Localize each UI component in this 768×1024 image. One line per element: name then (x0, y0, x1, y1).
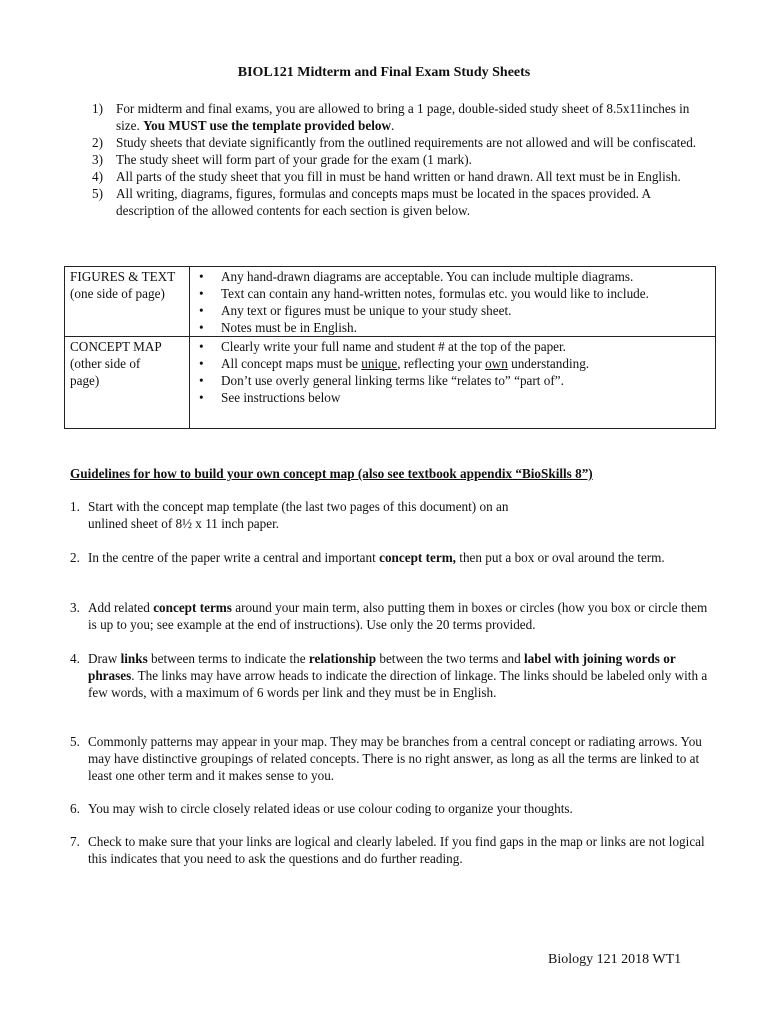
list-item: • See instructions below (195, 389, 710, 406)
step-emphasis: relationship (308, 651, 377, 666)
rule-emphasis: You MUST use the template provided below (143, 118, 391, 133)
guideline-step (70, 733, 718, 784)
step-text: Draw (88, 651, 121, 666)
rule-text: For midterm and final exams, you are allowed to bring a 1 page, double-sided study sheet of 8.5x11inches in size. (116, 101, 690, 133)
row-label-concept-map (65, 337, 190, 429)
rule-item (92, 151, 712, 168)
guidelines-heading: Guidelines for how to build your own concept map (also see textbook appendix “BioSkills 8”) (70, 466, 593, 481)
rule-number: 1) (92, 101, 103, 116)
step-number: 1. (70, 499, 80, 514)
guideline-step (70, 498, 718, 532)
step-text: between the two terms and (376, 651, 524, 666)
guideline-step (70, 833, 718, 867)
label-line: page) (70, 373, 100, 388)
table-row (65, 337, 716, 429)
step-emphasis: label with joining words or phrases (88, 651, 676, 683)
guideline-step (70, 549, 718, 566)
step-text: Start with the concept map template (the last two pages of this document) on an (88, 499, 509, 514)
step-number: 5. (70, 734, 80, 749)
rule-number: 5) (92, 186, 103, 201)
label-line: FIGURES & TEXT (70, 269, 176, 284)
step-number: 6. (70, 801, 80, 816)
step-text: Commonly patterns may appear in your map. They may be branches from a central concept or radiating arrows. You may have distinctive groupings of related concepts. There is no right answer, as long as all the terms are linked to at least one other term and it makes sense to you. (88, 734, 702, 783)
step-text: . The links may have arrow heads to indicate the direction of linkage. The links should be labeled only with a few words, with a maximum of 6 words per link and they must be in English. (88, 668, 708, 700)
list-item: • Don’t use overly general linking terms like “relates to” “part of”. (195, 372, 710, 389)
list-item (195, 355, 710, 372)
table-row (65, 267, 716, 337)
rule-number: 2) (92, 135, 103, 150)
label-line: CONCEPT MAP (70, 339, 162, 354)
step-number: 7. (70, 834, 80, 849)
rule-item (92, 134, 712, 151)
label-line: (other side of (70, 356, 141, 371)
guideline-step (70, 599, 718, 633)
step-emphasis: links (120, 651, 148, 666)
page-title: BIOL121 Midterm and Final Exam Study Sheets (237, 65, 531, 80)
step-emphasis: concept term, (379, 550, 456, 565)
text-segment: understanding. (507, 356, 590, 371)
step-text: In the centre of the paper write a central and important (88, 550, 380, 565)
requirements-table (64, 266, 716, 429)
rule-item (92, 100, 712, 134)
step-text: You may wish to circle closely related ideas or use colour coding to organize your thoughts. (88, 801, 573, 816)
text-segment: All concept maps must be (221, 356, 362, 371)
list-item: • Any text or figures must be unique to your study sheet. (195, 302, 710, 319)
underlined-word: own (485, 356, 508, 371)
row-label-figures-text (65, 267, 190, 337)
list-item: • Text can contain any hand-written notes, formulas etc. you would like to include. (195, 285, 710, 302)
rule-text-end: . (391, 118, 395, 133)
rule-item (92, 168, 712, 185)
guideline-step (70, 650, 718, 701)
row-content-concept-map (190, 337, 716, 429)
step-number: 3. (70, 600, 80, 615)
step-text: unlined sheet of 8½ x 11 inch paper. (88, 516, 280, 531)
label-line: (one side of page) (70, 286, 165, 301)
step-number: 2. (70, 550, 80, 565)
step-text: between terms to indicate the (147, 651, 309, 666)
list-item: • Notes must be in English. (195, 319, 710, 336)
row-content-figures-text (190, 267, 716, 337)
rules-list (92, 100, 712, 219)
rule-number: 3) (92, 152, 103, 167)
rule-item (92, 185, 712, 219)
rule-text: All parts of the study sheet that you fill in must be hand written or hand drawn. All text must be in English. (116, 169, 681, 184)
list-item: • Any hand-drawn diagrams are acceptable. You can include multiple diagrams. (195, 268, 710, 285)
underlined-word: unique (361, 356, 398, 371)
step-number: 4. (70, 651, 80, 666)
guideline-step (70, 800, 718, 817)
step-text: Check to make sure that your links are logical and clearly labeled. If you find gaps in the map or links are not logical this indicates that you need to ask the questions and do further reading. (88, 834, 705, 866)
list-item: • Clearly write your full name and student # at the top of the paper. (195, 338, 710, 355)
rule-text: Study sheets that deviate significantly from the outlined requirements are not allowed and will be confiscated. (116, 135, 697, 150)
page-footer: Biology 121 2018 WT1 (548, 952, 682, 967)
rule-text: The study sheet will form part of your grade for the exam (1 mark). (116, 152, 472, 167)
step-emphasis: concept terms (153, 600, 232, 615)
step-text: around your main term, also putting them in boxes or circles (how you box or circle them is up to you; see example at the end of instructions). Use only the 20 terms provided. (88, 600, 708, 632)
text-segment: , reflecting your (397, 356, 486, 371)
rule-number: 4) (92, 169, 103, 184)
step-text: Add related (88, 600, 154, 615)
step-text: then put a box or oval around the term. (455, 550, 665, 565)
rule-text: All writing, diagrams, figures, formulas and concepts maps must be located in the spaces provided. A description of the allowed contents for each section is given below. (116, 186, 651, 218)
